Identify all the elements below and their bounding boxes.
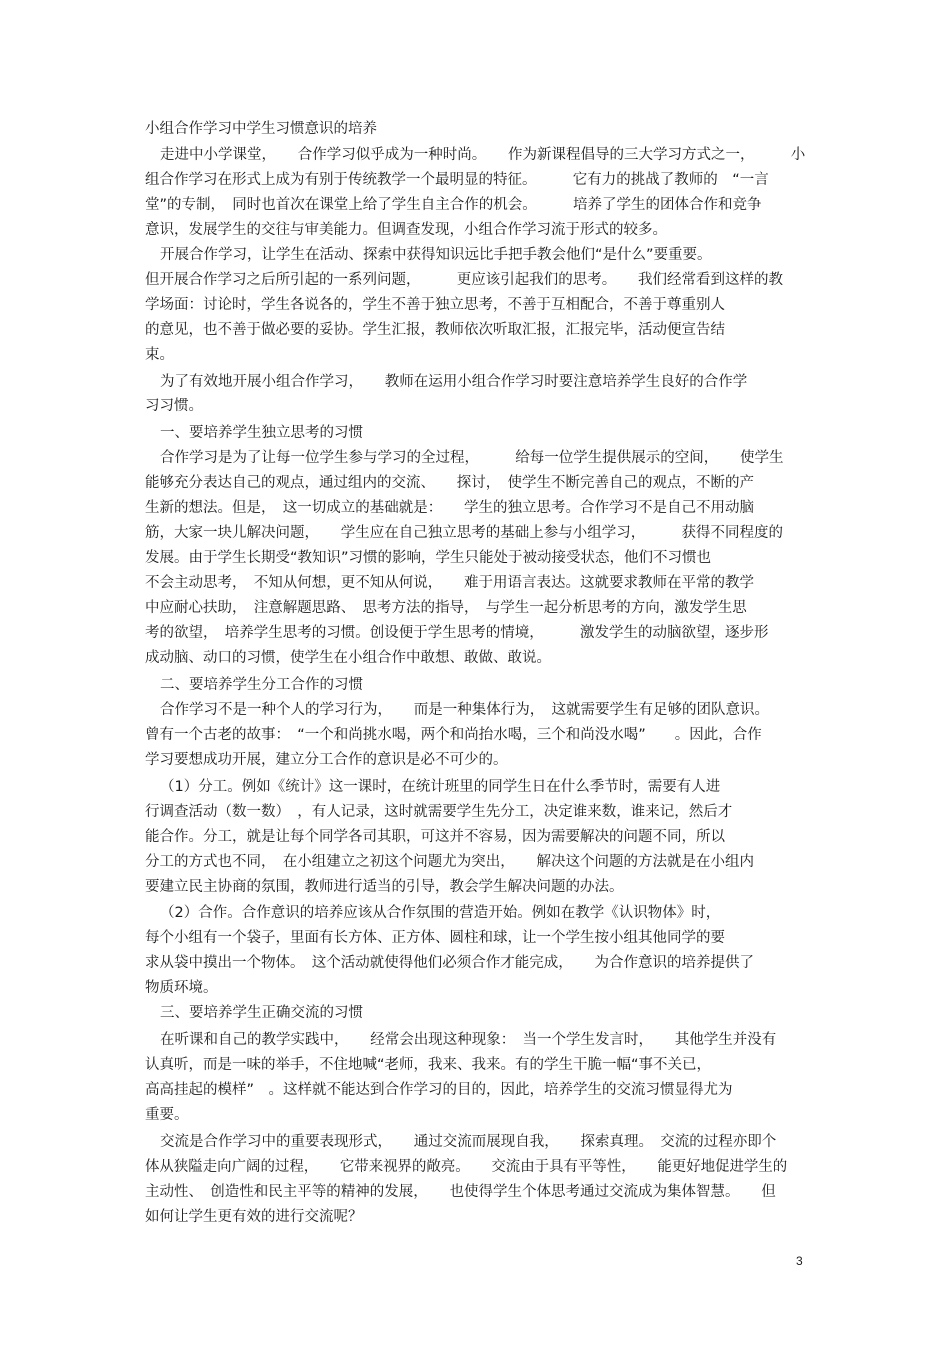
text-line: 求从袋中摸出一个物体。 这个活动就使得他们必须合作才能完成， 为合作意识的培养提供了: [145, 955, 754, 971]
text-line: 体从狭隘走向广阔的过程， 它带来视界的敞亮。 交流由于具有平等性， 能更好地促进学生的: [145, 1159, 788, 1175]
text-line: 要建立民主协商的氛围，教师进行适当的引导，教会学生解决问题的办法。: [145, 879, 624, 895]
text-line: 为了有效地开展小组合作学习， 教师在运用小组合作学习时要注意培养学生良好的合作学: [160, 374, 748, 390]
text-line: 二、要培养学生分工合作的习惯: [160, 677, 363, 693]
text-line: 三、要培养学生正确交流的习惯: [160, 1005, 363, 1021]
text-line: 物质环境。: [145, 980, 218, 996]
text-line: 在听课和自己的教学实践中， 经常会出现这种现象： 当一个学生发言时， 其他学生并没有: [160, 1032, 777, 1048]
text-line: 能够充分表达自己的观点，通过组内的交流、 探讨， 使学生不断完善自己的观点，不断的产: [145, 475, 754, 491]
text-line: （1）分工。例如《统计》这一课时，在统计班里的同学生日在什么季节时，需要有人进: [160, 779, 721, 795]
text-line: 分工的方式也不同， 在小组建立之初这个问题尤为突出， 解决这个问题的方法就是在小组内: [145, 854, 754, 870]
page-number: 3: [796, 1254, 803, 1268]
text-line: 发展。由于学生长期受“教知识”习惯的影响，学生只能处于被动接受状态，他们不习惯也: [145, 550, 712, 566]
text-line: 组合作学习在形式上成为有别于传统教学一个最明显的特征。 它有力的挑战了教师的 “一言: [145, 172, 769, 188]
text-line: 一、要培养学生独立思考的习惯: [160, 425, 363, 441]
text-line: 走进中小学课堂， 合作学习似乎成为一种时尚。 作为新课程倡导的三大学习方式之一， 小: [160, 147, 806, 163]
text-line: 不会主动思考， 不知从何想，更不知从何说， 难于用语言表达。这就要求教师在平常的教学: [145, 575, 754, 591]
text-line: 生新的想法。但是， 这一切成立的基础就是： 学生的独立思考。合作学习不是自己不用动脑: [145, 500, 754, 516]
text-line: 合作学习是为了让每一位学生参与学习的全过程， 给每一位学生提供展示的空间， 使学生: [160, 450, 784, 466]
text-line: 能合作。分工，就是让每个同学各司其职，可这并不容易，因为需要解决的问题不同，所以: [145, 829, 725, 845]
text-line: 高高挂起的模样” 。这样就不能达到合作学习的目的，因此，培养学生的交流习惯显得尤为: [145, 1082, 733, 1098]
text-line: 如何让学生更有效的进行交流呢？: [145, 1209, 363, 1225]
text-line: 束。: [145, 347, 174, 363]
text-line: 认真听，而是一味的举手，不住地喊“老师，我来、我来。有的学生干脆一幅“事不关已，: [145, 1057, 712, 1073]
text-line: 筋，大家一块儿解决问题， 学生应在自己独立思考的基础上参与小组学习， 获得不同程度的: [145, 525, 783, 541]
text-line: 考的欲望， 培养学生思考的习惯。创设便于学生思考的情境， 激发学生的动脑欲望，逐步形: [145, 625, 769, 641]
text-line: 意识，发展学生的交往与审美能力。但调查发现，小组合作学习流于形式的较多。: [145, 222, 667, 238]
text-line: 中应耐心扶助， 注意解题思路、 思考方法的指导， 与学生一起分析思考的方向，激发学生思: [145, 600, 747, 616]
text-line: 堂”的专制， 同时也首次在课堂上给了学生自主合作的机会。 培养了学生的团体合作和竞争: [145, 197, 762, 213]
text-line: 学场面：讨论时，学生各说各的，学生不善于独立思考，不善于互相配合，不善于尊重别人: [145, 297, 725, 313]
text-line: 习习惯。: [145, 398, 203, 414]
text-line: 但开展合作学习之后所引起的一系列问题， 更应该引起我们的思考。 我们经常看到这样的教: [145, 272, 783, 288]
text-line: 每个小组有一个袋子，里面有长方体、正方体、圆柱和球，让一个学生按小组其他同学的要: [145, 930, 725, 946]
text-line: 主动性、 创造性和民主平等的精神的发展， 也使得学生个体思考通过交流成为集体智慧。 但: [145, 1184, 776, 1200]
text-line: 交流是合作学习中的重要表现形式， 通过交流而展现自我， 探索真理。 交流的过程亦即个: [160, 1134, 777, 1150]
text-line: 重要。: [145, 1107, 189, 1123]
text-line: 的意见，也不善于做必要的妥协。学生汇报，教师依次听取汇报，汇报完毕，活动便宣告结: [145, 322, 725, 338]
text-line: 行调查活动（数一数） ，有人记录，这时就需要学生先分工，决定谁来数，谁来记，然后才: [145, 804, 733, 820]
text-line: 曾有一个古老的故事： “一个和尚挑水喝，两个和尚抬水喝，三个和尚没水喝” 。因此，合作: [145, 727, 762, 743]
text-line: 开展合作学习，让学生在活动、探索中获得知识远比手把手教会他们“是什么”要重要。: [160, 247, 712, 263]
page-title: 小组合作学习中学生习惯意识的培养: [145, 121, 377, 137]
text-line: 合作学习不是一种个人的学习行为， 而是一种集体行为， 这就需要学生有足够的团队意识。: [160, 702, 769, 718]
text-line: 成动脑、动口的习惯，使学生在小组合作中敢想、敢做、敢说。: [145, 650, 551, 666]
text-line: （2）合作。合作意识的培养应该从合作氛围的营造开始。例如在教学《认识物体》时，: [160, 905, 721, 921]
text-line: 学习要想成功开展，建立分工合作的意识是必不可少的。: [145, 752, 508, 768]
